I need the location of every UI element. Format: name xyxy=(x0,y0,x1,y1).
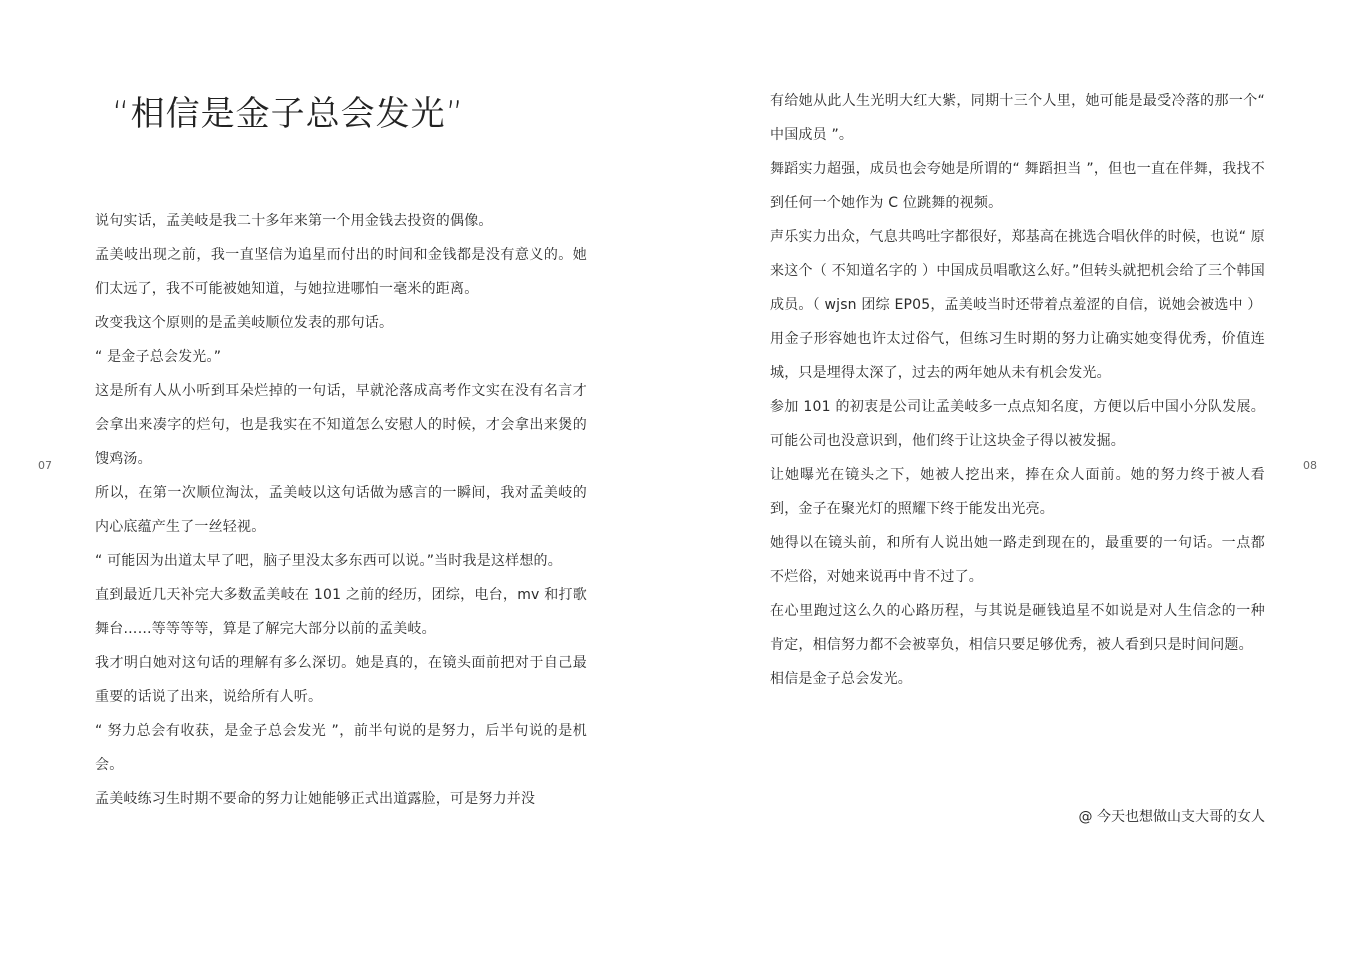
paragraph: “ 努力总会有收获，是金子总会发光 ”，前半句说的是努力，后半句说的是机会。 xyxy=(95,723,587,773)
paragraph: 我才明白她对这句话的理解有多么深切。她是真的，在镜头面前把对于自己最重要的话说了出来，说给所有人听。 xyxy=(95,655,587,705)
author-signature: @ 今天也想做山支大哥的女人 xyxy=(1078,809,1265,825)
paragraph: 改变我这个原则的是孟美岐顺位发表的那句话。 xyxy=(95,315,394,331)
paragraph: 声乐实力出众，气息共鸣吐字都很好，郑基高在挑选合唱伙伴的时候，也说“ 原来这个（ 不知道名字的 ）中国成员唱歌这么好。”但转头就把机会给了三个韩国成员。（ wjsn 团综 EP05，孟美岐当时还带着点羞涩的自信，说她会被选中 ） xyxy=(770,229,1265,313)
paragraph: 她得以在镜头前，和所有人说出她一路走到现在的，最重要的一句话。一点都不烂俗，对她来说再中肯不过了。 xyxy=(770,535,1265,585)
right-body-text xyxy=(770,84,1265,696)
paragraph: 让她曝光在镜头之下，她被人挖出来，捧在众人面前。她的努力终于被人看到，金子在聚光灯的照耀下终于能发出光亮。 xyxy=(770,467,1265,517)
paragraph: “ 是金子总会发光。” xyxy=(95,349,222,365)
paragraph: 孟美岐练习生时期不要命的努力让她能够正式出道露脸，可是努力并没 xyxy=(95,791,536,807)
paragraph: 舞蹈实力超强，成员也会夸她是所谓的“ 舞蹈担当 ”，但也一直在伴舞，我找不到任何一个她作为 C 位跳舞的视频。 xyxy=(770,161,1265,211)
paragraph: 直到最近几天补完大多数孟美岐在 101 之前的经历，团综，电台，mv 和打歌舞台……等等等等，算是了解完大部分以前的孟美岐。 xyxy=(95,587,587,637)
left-body-text xyxy=(95,204,587,816)
right-page xyxy=(677,0,1354,956)
paragraph: 说句实话，孟美岐是我二十多年来第一个用金钱去投资的偶像。 xyxy=(95,213,493,229)
paragraph: 相信是金子总会发光。 xyxy=(770,671,912,687)
paragraph: 所以，在第一次顺位淘汰，孟美岐以这句话做为感言的一瞬间，我对孟美岐的内心底蕴产生了一丝轻视。 xyxy=(95,485,587,535)
page-number-left: 07 xyxy=(38,459,52,472)
article-title: “相信是金子总会发光” xyxy=(112,94,465,134)
paragraph: 孟美岐出现之前，我一直坚信为追星而付出的时间和金钱都是没有意义的。她们太远了，我不可能被她知道，与她拉进哪怕一毫米的距离。 xyxy=(95,247,587,297)
paragraph: 有给她从此人生光明大红大紫，同期十三个人里，她可能是最受冷落的那一个“ 中国成员 ”。 xyxy=(770,93,1265,143)
page-number-right: 08 xyxy=(1303,459,1317,472)
paragraph: “ 可能因为出道太早了吧，脑子里没太多东西可以说。”当时我是这样想的。 xyxy=(95,553,562,569)
paragraph: 用金子形容她也许太过俗气，但练习生时期的努力让确实她变得优秀，价值连城，只是埋得太深了，过去的两年她从未有机会发光。 xyxy=(770,331,1265,381)
paragraph: 参加 101 的初衷是公司让孟美岐多一点点知名度，方便以后中国小分队发展。可能公司也没意识到，他们终于让这块金子得以被发掘。 xyxy=(770,399,1265,449)
paragraph: 在心里跑过这么久的心路历程，与其说是砸钱追星不如说是对人生信念的一种肯定，相信努力都不会被辜负，相信只要足够优秀，被人看到只是时间问题。 xyxy=(770,603,1265,653)
paragraph: 这是所有人从小听到耳朵烂掉的一句话，早就沦落成高考作文实在没有名言才会拿出来凑字的烂句，也是我实在不知道怎么安慰人的时候，才会拿出来煲的馊鸡汤。 xyxy=(95,383,587,467)
